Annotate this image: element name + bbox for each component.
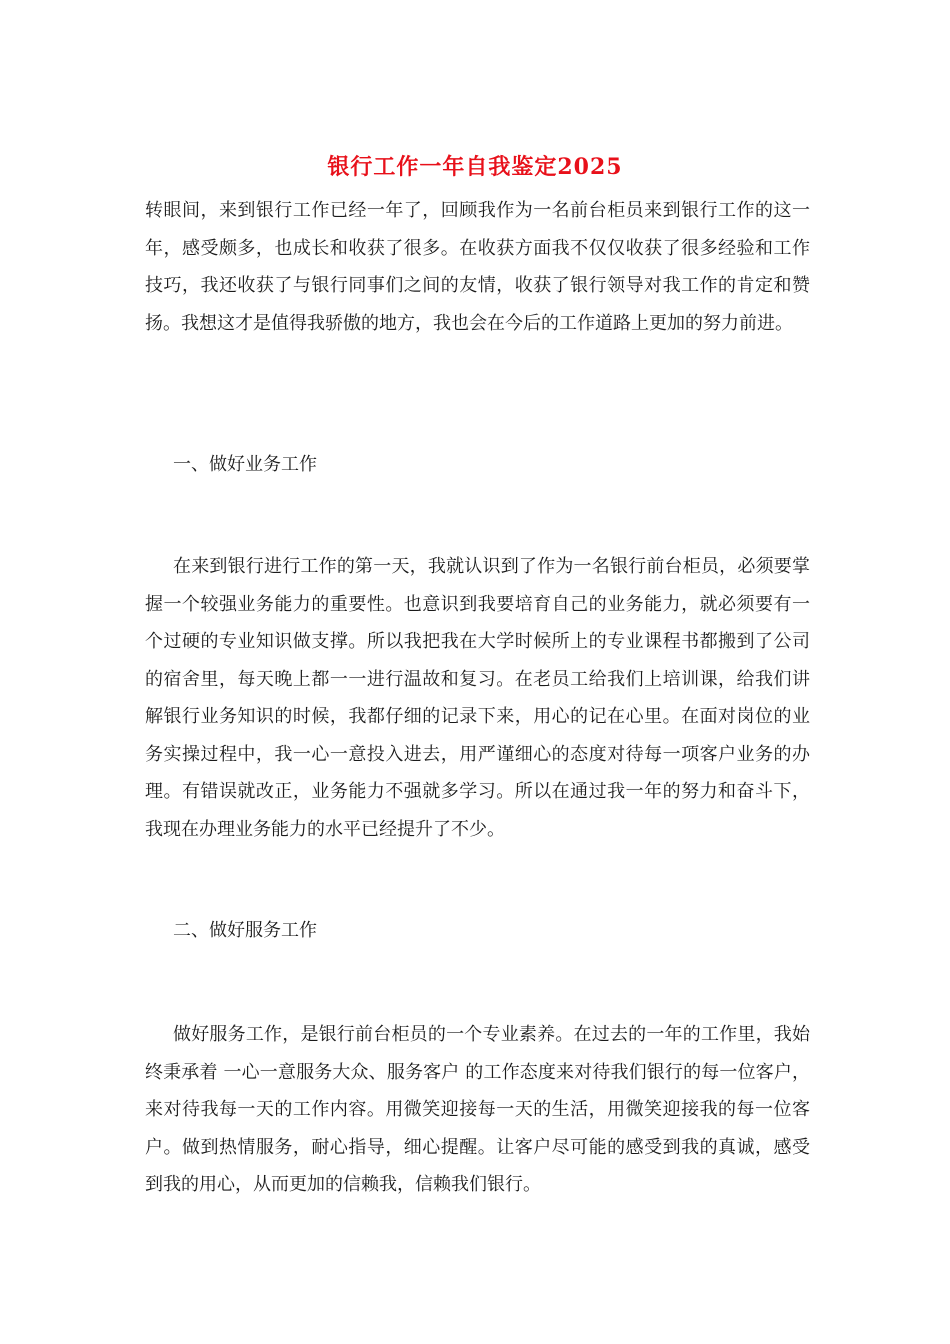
intro-paragraph: 转眼间，来到银行工作已经一年了，回顾我作为一名前台柜员来到银行工作的这一年，感受颇多，也成长和收获了很多。在收获方面我不仅仅收获了很多经验和工作技巧，我还收获了与银行同事们之间的友情，收获了银行领导对我工作的肯定和赞扬。我想这才是值得我骄傲的地方，我也会在今后的工作道路上更加的努力前进。 — [145, 200, 810, 334]
document-title: 银行工作一年自我鉴定2025 — [327, 154, 623, 180]
section-body-service: 做好服务工作，是银行前台柜员的一个专业素养。在过去的一年的工作里，我始终秉承着 一心一意服务大众、服务客户 的工作态度来对待我们银行的每一位客户，来对待我每一天的工作内容。用微笑迎接每一天的生活，用微笑迎接我的每一位客户。做到热情服务，耐心指导，细心提醒。让客户尽可能的感受到我的真诚，感受到我的用心，从而更加的信赖我，信赖我们银行。 — [145, 1024, 810, 1195]
section-heading-service: 二、做好服务工作 — [173, 920, 317, 941]
section-heading-business: 一、做好业务工作 — [173, 454, 317, 475]
section-body-business: 在来到银行进行工作的第一天，我就认识到了作为一名银行前台柜员，必须要掌握一个较强业务能力的重要性。也意识到我要培育自己的业务能力，就必须要有一个过硬的专业知识做支撑。所以我把我在大学时候所上的专业课程书都搬到了公司的宿舍里，每天晚上都一一进行温故和复习。在老员工给我们上培训课，给我们讲解银行业务知识的时候，我都仔细的记录下来，用心的记在心里。在面对岗位的业务实操过程中，我一心一意投入进去，用严谨细心的态度对待每一项客户业务的办理。有错误就改正，业务能力不强就多学习。所以在通过我一年的努力和奋斗下，我现在办理业务能力的水平已经提升了不少。 — [145, 556, 810, 840]
